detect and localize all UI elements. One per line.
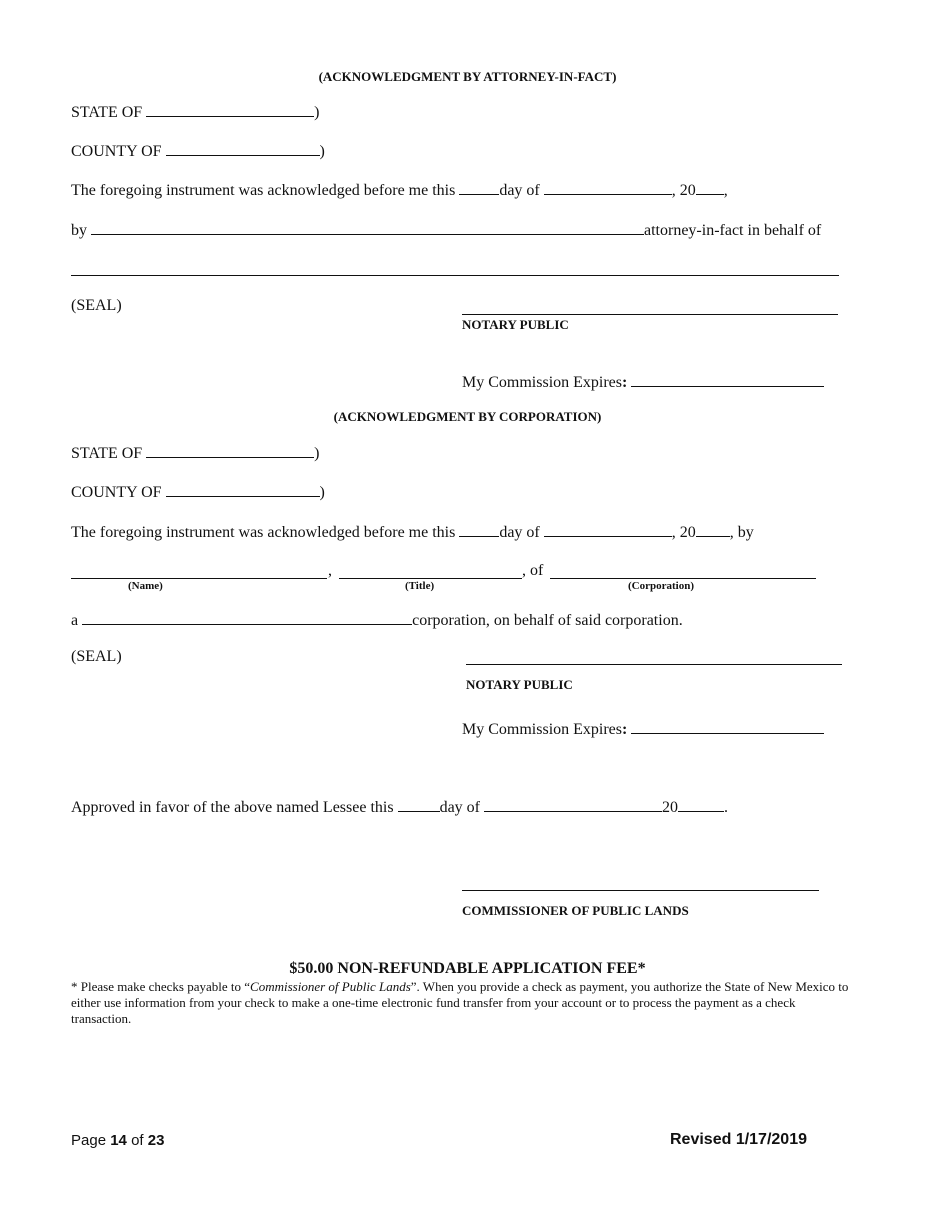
month-field[interactable] (544, 522, 672, 537)
commission-expires-line (462, 719, 824, 739)
a-label: a (71, 612, 79, 629)
close-paren: ) (314, 104, 320, 121)
commissioner-signature-line[interactable] (462, 890, 819, 891)
commissioner-label: COMMISSIONER OF PUBLIC LANDS (462, 903, 689, 918)
day-of-label: day of (499, 524, 540, 541)
approval-text: Approved in favor of the above named Lessee this (71, 799, 394, 816)
day-field[interactable] (459, 522, 499, 537)
corp-state-of-incorporation-line (71, 610, 683, 630)
year-suffix: , (723, 182, 728, 199)
principal-name-line[interactable] (71, 275, 839, 276)
fee-heading: $50.00 NON-REFUNDABLE APPLICATION FEE* (289, 960, 646, 977)
notary-signature-line[interactable] (462, 314, 838, 315)
attorney-heading: (ACKNOWLEDGMENT BY ATTORNEY-IN-FACT) (318, 69, 617, 84)
close-paren: ) (319, 143, 325, 160)
commission-date-field[interactable] (631, 372, 824, 387)
commission-colon: : (622, 374, 628, 391)
state-field[interactable] (146, 102, 314, 117)
page-of-label: of (131, 1132, 144, 1149)
title-caption: (Title) (405, 580, 435, 592)
day-of-label: day of (439, 799, 480, 816)
county-label: COUNTY OF (71, 143, 162, 160)
name-comma: , (328, 562, 332, 579)
attorney-name-field[interactable] (91, 220, 644, 235)
commission-expires-line (462, 372, 824, 392)
fee-note-payee: Commissioner of Public Lands (250, 979, 411, 994)
incorporation-state-field[interactable] (82, 610, 412, 625)
year-prefix: 20 (662, 799, 678, 816)
commission-label: My Commission Expires (462, 721, 623, 738)
commission-date-field[interactable] (631, 719, 824, 734)
corporation-heading: (ACKNOWLEDGMENT BY CORPORATION) (333, 409, 602, 424)
name-field[interactable] (71, 578, 327, 579)
year-field[interactable] (696, 522, 730, 537)
commission-label: My Commission Expires (462, 374, 623, 391)
ack-text: The foregoing instrument was acknowledged before me this (71, 182, 456, 199)
attorney-suffix: attorney-in-fact in behalf of (644, 222, 822, 239)
close-paren: ) (314, 445, 320, 462)
day-of-label: day of (499, 182, 540, 199)
commission-colon: : (622, 721, 628, 738)
month-field[interactable] (544, 180, 672, 195)
approval-day-field[interactable] (398, 797, 440, 812)
page-num: 14 (110, 1132, 127, 1149)
year-prefix: , 20 (671, 182, 696, 199)
attorney-county-line (71, 141, 325, 161)
approval-line (71, 797, 728, 817)
name-caption: (Name) (128, 580, 163, 592)
approval-year-field[interactable] (678, 797, 724, 812)
attorney-ack-line (71, 180, 728, 200)
corporation-caption: (Corporation) (628, 580, 694, 592)
corp-county-line (71, 482, 325, 502)
notary-public-label: NOTARY PUBLIC (462, 317, 569, 332)
of-label: , of (522, 562, 544, 579)
fee-note (71, 979, 857, 1027)
county-label: COUNTY OF (71, 484, 162, 501)
period: . (724, 799, 728, 816)
state-field[interactable] (146, 443, 314, 458)
corp-ack-line (71, 522, 754, 542)
seal-label: (SEAL) (71, 648, 122, 665)
notary-signature-line[interactable] (466, 664, 842, 665)
page-number (71, 1132, 164, 1149)
year-prefix: , 20 (671, 524, 696, 541)
county-field[interactable] (166, 482, 320, 497)
county-field[interactable] (166, 141, 320, 156)
corp-suffix: corporation, on behalf of said corporation. (412, 612, 683, 629)
page-total: 23 (147, 1132, 165, 1149)
fee-note-rest: ”. When you provide a check as payment, you authorize the State of New Mexico to either use information from your check to make a one-time electronic fund transfer from your account or to process the payment as a check transaction. (71, 979, 849, 1026)
ack-text: The foregoing instrument was acknowledged before me this (71, 524, 456, 541)
state-label: STATE OF (71, 445, 143, 462)
page-label: Page (71, 1132, 107, 1149)
corporation-field[interactable] (550, 578, 816, 579)
fee-note-start: * Please make checks payable to “ (71, 979, 251, 994)
notary-public-label: NOTARY PUBLIC (466, 677, 573, 692)
attorney-state-line (71, 102, 320, 122)
attorney-by-line (71, 220, 821, 240)
year-field[interactable] (696, 180, 724, 195)
corp-state-line (71, 443, 320, 463)
day-field[interactable] (459, 180, 499, 195)
revised-date: Revised 1/17/2019 (670, 1131, 807, 1148)
seal-label: (SEAL) (71, 297, 122, 314)
state-label: STATE OF (71, 104, 143, 121)
approval-month-field[interactable] (484, 797, 662, 812)
title-field[interactable] (339, 578, 522, 579)
close-paren: ) (319, 484, 325, 501)
by-label: by (71, 222, 87, 239)
year-suffix: , by (729, 524, 754, 541)
